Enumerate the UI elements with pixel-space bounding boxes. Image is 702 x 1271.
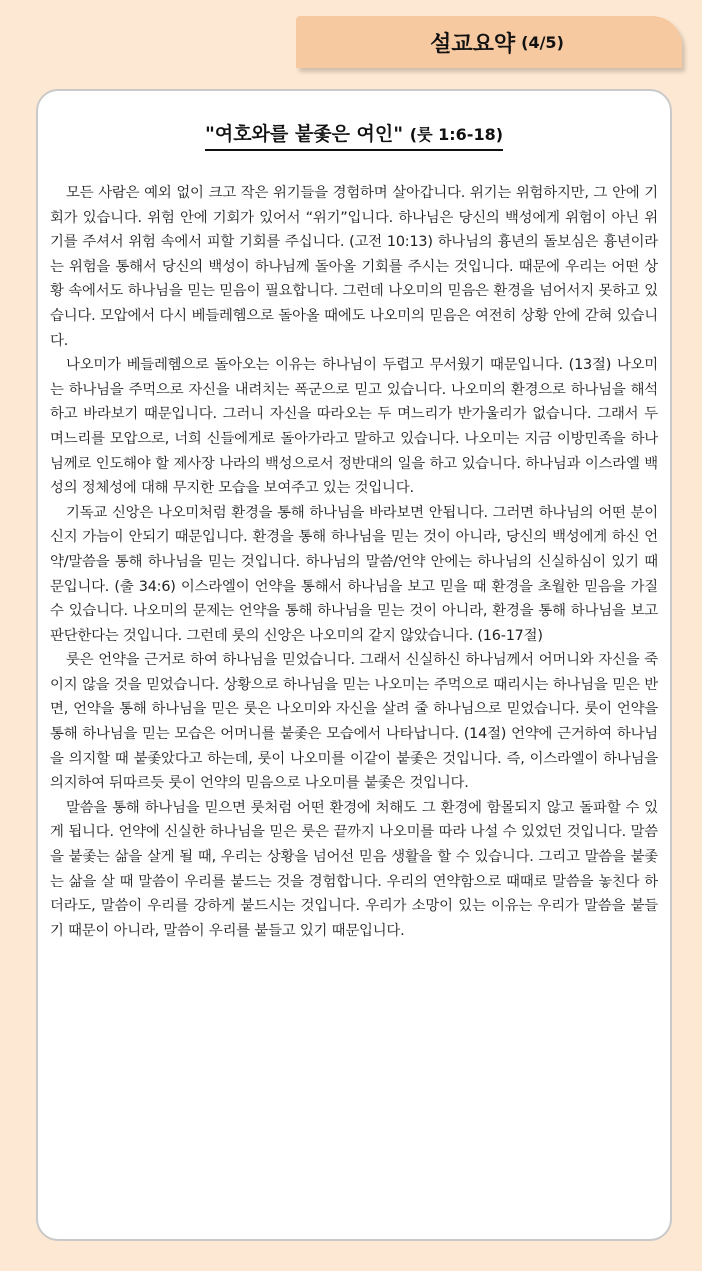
paragraph: 모든 사람은 예외 없이 크고 작은 위기들을 경험하며 살아갑니다. 위기는 위험하지만, 그 안에 기회가 있습니다. 위험 안에 기회가 있어서 “위기”입니다. 하나님은 당신의 백성에게 위험이 아닌 위기를 주셔서 위험 속에서 피할 기회를 주십니다. (고전 10:13) 하나님의 흉년의 돌보심은 흉년이라는 위험을 통해서 당신의 백성이 하나님께 돌아올 기회를 주시는 것입니다. 때문에 우리는 어떤 상황 속에서도 하나님을 믿는 믿음이 필요합니다. 그런데 나오미의 믿음은 환경을 넘어서지 못하고 있습니다. 모압에서 다시 베들레헴으로 돌아올 때에도 나오미의 믿음은 여전히 상황 안에 갇혀 있습니다. (50, 185, 658, 349)
paragraph: 룻은 언약을 근거로 하여 하나님을 믿었습니다. 그래서 신실하신 하나님께서 어머니와 자신을 죽이지 않을 것을 믿었습니다. 상황으로 하나님을 믿는 나오미는 주먹으로 때리시는 하나님을 믿은 반면, 언약을 통해 하나님을 믿은 룻은 나오미와 자신을 살려 줄 하나님으로 믿었습니다. 룻이 언약을 통해 하나님을 믿는 모습은 어머니를 붙좇은 모습에서 나타납니다. (14절) 언약에 근거하여 하나님을 의지할 때 붙좇았다고 하는데, 룻이 나오미를 이같이 붙좇은 것입니다. 즉, 이스라엘이 하나님을 의지하여 뒤따르듯 룻이 언약의 믿음으로 나오미를 붙좇은 것입니다. (50, 652, 658, 792)
sermon-heading-wrap (38, 119, 670, 151)
paragraph: 말씀을 통해 하나님을 믿으면 룻처럼 어떤 환경에 처해도 그 환경에 함몰되지 않고 돌파할 수 있게 됩니다. 언약에 신실한 하나님을 믿은 룻은 끝까지 나오미를 따라 나설 수 있었던 것입니다. 말씀을 붙좇는 삶을 살게 될 때, 우리는 상황을 넘어선 믿음 생활을 할 수 있습니다. 그리고 말씀을 붙좇는 삶을 살 때 말씀이 우리를 붙드는 것을 경험합니다. 우리의 연약함으로 때때로 말씀을 놓친다 하더라도, 말씀이 우리를 강하게 붙드시는 것입니다. 우리가 소망이 있는 이유는 우리가 말씀을 붙들기 때문이 아니라, 말씀이 우리를 붙들고 있기 때문입니다. (50, 799, 658, 939)
header-tab (296, 16, 682, 68)
sermon-card (36, 89, 672, 1241)
sermon-title: "여호와를 붙좇은 여인" (204, 123, 404, 145)
scripture-reference: (룻 1:6-18) (409, 125, 504, 144)
page-title: 설교요약 (430, 31, 516, 57)
page-counter: (4/5) (521, 32, 564, 52)
paragraph: 나오미가 베들레헴으로 돌아오는 이유는 하나님이 두렵고 무서웠기 때문입니다. (13절) 나오미는 하나님을 주먹으로 자신을 내려치는 폭군으로 믿고 있습니다. 나오미의 환경으로 하나님을 해석하고 바라보기 때문입니다. 그러니 자신을 따라오는 두 며느리가 반가울리가 없습니다. 그래서 두 며느리를 모압으로, 너희 신들에게로 돌아가라고 말하고 있습니다. 나오미는 지금 이방민족을 하나님께로 인도해야 할 제사장 나라의 백성으로서 정반대의 일을 하고 있습니다. 하나님과 이스라엘 백성의 정체성에 대해 무지한 모습을 보여주고 있는 것입니다. (50, 357, 658, 497)
sermon-heading (205, 119, 503, 151)
sermon-body (50, 181, 658, 943)
paragraph: 기독교 신앙은 나오미처럼 환경을 통해 하나님을 바라보면 안됩니다. 그러면 하나님의 어떤 분이신지 가늠이 안되기 때문입니다. 환경을 통해 하나님을 믿는 것이 아니라, 당신의 백성에게 하신 언약/말씀을 통해 하나님을 믿는 것입니다. 하나님의 말씀/언약 안에는 하나님의 신실하심이 있기 때문입니다. (출 34:6) 이스라엘이 언약을 통해서 하나님을 보고 믿을 때 환경을 초월한 믿음을 가질 수 있습니다. 나오미의 문제는 언약을 통해 하나님을 믿는 것이 아니라, 환경을 통해 하나님을 보고 판단한다는 것입니다. 그런데 룻의 신앙은 나오미의 같지 않았습니다. (16-17절) (50, 504, 658, 644)
